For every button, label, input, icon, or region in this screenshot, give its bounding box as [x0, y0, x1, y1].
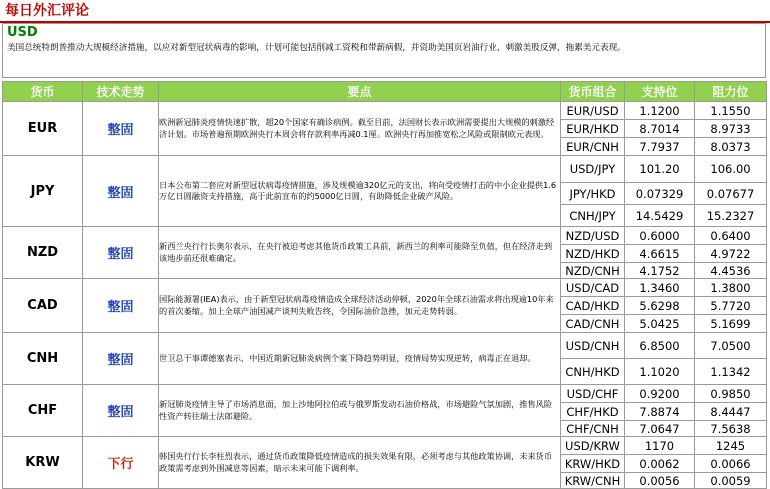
key-point-cell: 日本公布第二套应对新型冠状病毒疫情措施，涉及规模逾320亿元的支出，将向受疫情打击的中小企业提供1.6万亿日圆融资支持措施，高于此前宣布的约5000亿日圆，有助降低企业破产风险。: [159, 156, 561, 227]
header-support: 支持位: [625, 82, 695, 102]
table-header-row: [3, 82, 767, 102]
support-cell: 7.0647: [625, 421, 695, 437]
currency-cell: EUR: [3, 102, 83, 156]
currency-cell: JPY: [3, 156, 83, 227]
resistance-cell: 8.4447: [695, 403, 767, 421]
pair-cell: CNH/JPY: [561, 205, 625, 227]
support-cell: 1.3460: [625, 279, 695, 297]
key-point-cell: 新西兰央行行长奥尔表示，在央行被迫考虑其他货币政策工具前，新西兰的利率可能降至负值，但在经济走到该地步前还很难确定。: [159, 227, 561, 279]
pair-cell: KRW/HKD: [561, 455, 625, 473]
header-pair: 货币组合: [561, 82, 625, 102]
header-currency: 货币: [3, 82, 83, 102]
resistance-cell: 4.4536: [695, 263, 767, 279]
currency-cell: CAD: [3, 279, 83, 333]
resistance-cell: 0.0066: [695, 455, 767, 473]
resistance-cell: 8.0373: [695, 138, 767, 156]
support-cell: 0.07329: [625, 183, 695, 205]
pair-cell: CHF/CNH: [561, 421, 625, 437]
trend-cell: 下行: [83, 437, 159, 489]
resistance-cell: 1.1342: [695, 359, 767, 385]
support-cell: 14.5429: [625, 205, 695, 227]
resistance-cell: 1245: [695, 437, 767, 455]
usd-summary-box: [2, 23, 766, 78]
resistance-cell: 4.9722: [695, 245, 767, 263]
currency-cell: KRW: [3, 437, 83, 489]
pair-cell: CHF/HKD: [561, 403, 625, 421]
support-cell: 5.6298: [625, 297, 695, 315]
support-cell: 8.7014: [625, 120, 695, 138]
usd-heading: USD: [7, 25, 38, 40]
pair-cell: EUR/USD: [561, 102, 625, 120]
support-cell: 0.6000: [625, 227, 695, 245]
trend-cell: 整固: [83, 333, 159, 385]
resistance-cell: 0.9850: [695, 385, 767, 403]
resistance-cell: 8.9733: [695, 120, 767, 138]
resistance-cell: 5.7720: [695, 297, 767, 315]
support-cell: 1170: [625, 437, 695, 455]
pair-cell: USD/CHF: [561, 385, 625, 403]
support-cell: 0.0062: [625, 455, 695, 473]
table-row: [3, 437, 767, 455]
table-row: [3, 102, 767, 120]
support-cell: 6.8500: [625, 333, 695, 359]
header-resistance: 阻力位: [695, 82, 767, 102]
pair-cell: NZD/CNH: [561, 263, 625, 279]
usd-summary-text: 美国总统特朗普推动大规模经济措施，以应对新型冠状病毒的影响，计划可能包括削减工资税和带薪病假，并资助美国页岩油行业，刺激美股反弹，拖累美元表现。: [7, 43, 626, 53]
resistance-cell: 15.2327: [695, 205, 767, 227]
table-row: [3, 333, 767, 359]
resistance-cell: 106.00: [695, 156, 767, 183]
resistance-cell: 0.07677: [695, 183, 767, 205]
resistance-cell: 7.0500: [695, 333, 767, 359]
currency-cell: CHF: [3, 385, 83, 437]
support-cell: 1.1200: [625, 102, 695, 120]
resistance-cell: 1.3800: [695, 279, 767, 297]
trend-cell: 整固: [83, 279, 159, 333]
resistance-cell: 5.1699: [695, 315, 767, 333]
key-point-cell: 欧洲新冠肺炎疫情快速扩散，超20个国家有确诊病例。截至目前，法国财长表示欧洲需要提出大规模的刺激经济计划。市场普遍预期欧洲央行本周会将存款利率再减0.1厘。欧洲央行再加推宽松之风险或限制欧元表现。: [159, 102, 561, 156]
support-cell: 4.6615: [625, 245, 695, 263]
table-row: [3, 385, 767, 403]
trend-cell: 整固: [83, 227, 159, 279]
resistance-cell: 1.1550: [695, 102, 767, 120]
trend-cell: 整固: [83, 156, 159, 227]
support-cell: 4.1752: [625, 263, 695, 279]
pair-cell: NZD/HKD: [561, 245, 625, 263]
pair-cell: CNH/HKD: [561, 359, 625, 385]
pair-cell: NZD/USD: [561, 227, 625, 245]
pair-cell: USD/JPY: [561, 156, 625, 183]
header-key-points: 要点: [159, 82, 561, 102]
support-cell: 1.1020: [625, 359, 695, 385]
trend-cell: 整固: [83, 385, 159, 437]
key-point-cell: 新冠肺炎疫情主导了市场消息面，加上沙地阿拉伯或与俄罗斯发动石油价格战，市场避险气氛加剧，推售风险性资产转往瑞士法郎避险。: [159, 385, 561, 437]
table-row: [3, 156, 767, 183]
key-point-cell: 世卫总干事谭德塞表示，中国近期新冠肺炎病例个案下降趋势明显，疫情局势实现逆转，病毒正在退却。: [159, 333, 561, 385]
table-row: [3, 227, 767, 245]
pair-cell: USD/KRW: [561, 437, 625, 455]
pair-cell: CAD/CNH: [561, 315, 625, 333]
key-point-cell: 韩国央行行长李柱烈表示，通过货币政策降低疫情造成的损失效果有限，必须考虑与其他政策协调，未来货币政策需考虑到外围减息等因素，暗示未来可能下调利率。: [159, 437, 561, 489]
pair-cell: CAD/HKD: [561, 297, 625, 315]
support-cell: 5.0425: [625, 315, 695, 333]
support-cell: 7.8874: [625, 403, 695, 421]
key-point-cell: 国际能源署(IEA)表示，由于新型冠状病毒疫情造成全球经济活动停顿，2020年全球石油需求将出现逾10年来的首次萎缩。加上全球产油国减产谈判失败告终，令国际油价急挫，加元走势转弱。: [159, 279, 561, 333]
pair-cell: USD/CAD: [561, 279, 625, 297]
resistance-cell: 0.0059: [695, 473, 767, 489]
header-trend: 技术走势: [83, 82, 159, 102]
pair-cell: JPY/HKD: [561, 183, 625, 205]
support-cell: 7.7937: [625, 138, 695, 156]
page-title: 每日外汇评论: [5, 3, 89, 19]
trend-cell: 整固: [83, 102, 159, 156]
currency-cell: CNH: [3, 333, 83, 385]
support-cell: 0.0056: [625, 473, 695, 489]
pair-cell: KRW/CNH: [561, 473, 625, 489]
table-row: [3, 279, 767, 297]
support-cell: 101.20: [625, 156, 695, 183]
currency-cell: NZD: [3, 227, 83, 279]
pair-cell: USD/CNH: [561, 333, 625, 359]
resistance-cell: 0.6400: [695, 227, 767, 245]
pair-cell: EUR/HKD: [561, 120, 625, 138]
support-cell: 0.9200: [625, 385, 695, 403]
resistance-cell: 7.5638: [695, 421, 767, 437]
pair-cell: EUR/CNH: [561, 138, 625, 156]
fx-table: [2, 81, 767, 489]
